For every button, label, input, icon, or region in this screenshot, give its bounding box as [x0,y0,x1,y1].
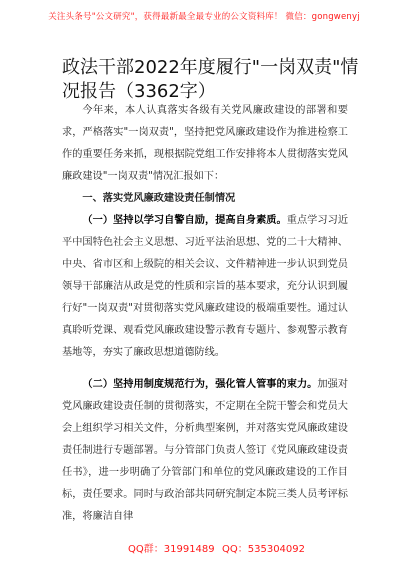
footer-qq: QQ：535304092 [222,544,306,555]
item-2-paragraph [62,374,348,528]
intro-paragraph: 今年来，本人认真落实各级有关党风廉政建设的部署和要求，严格落实"一岗双责"，坚持把党风廉政建设作为推进检察工作的重要任务来抓，现根据院党组工作安排将本人贯彻落实党风廉政建设"一岗双责"情况汇报如下： [62,105,348,182]
footer-qq-group: QQ群：31991489 [128,544,215,555]
section-heading: 一、落实党风廉政建设责任制情况 [82,193,236,204]
item-1-lead: （一）坚持以学习自警自励，提高自身素质。 [82,215,287,226]
item-2-body: 加强对党风廉政建设责任制的贯彻落实，不定期在全院干警会和党员大会上组织学习相关文件，分析典型案例，并对落实党风廉政建设责任制进行专题部署。与分管部门负责人签订《党风廉政建设责任书》，进一步明确了分管部门和单位的党风廉政建设的工作目标，责任要求。同时与政治部共同研究制定本院三类人员考评标准，将廉洁自律 [62,379,349,522]
document-title: 政法干部2022年度履行"一岗双责"情况报告（3362字） [62,57,359,102]
item-1-paragraph [62,210,348,364]
header-banner: 关注头条号"公文研究"，获得最新最全最专业的公文资料库！ 微信：gongwenyj [48,12,360,22]
item-1-body: 重点学习习近平中国特色社会主义思想、习近平法治思想、党的二十大精神、中央、省市区和上级院的相关会议、文件精神进一步认识到党员领导干部廉洁从政是党的性质和宗旨的基本要求，充分认识到履行好"一岗双责"对贯彻落实党风廉政建设的极端重要性。通过认真聆听党课、观看党风廉政建设警示教育专题片、参观警示教育基地等，夯实了廉政思想道德防线。 [62,215,349,358]
item-2-lead: （二）坚持用制度规范行为，强化管人管事的束力。 [82,379,318,390]
